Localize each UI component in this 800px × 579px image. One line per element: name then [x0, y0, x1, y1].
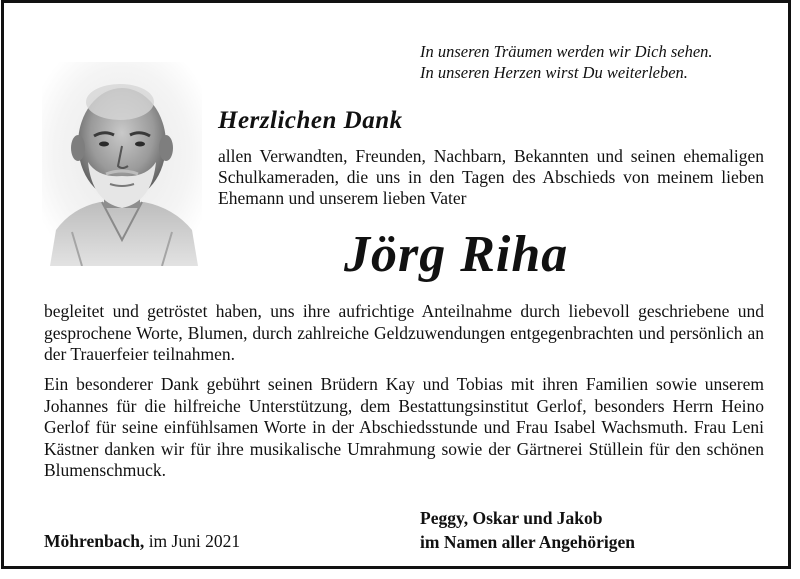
paragraph-1: begleitet und getröstet haben, uns ihre aufrichtige Anteilnahme durch liebevoll geschriebene und gesprochene Worte, Blumen, durch zahlreiche Geldzuwendungen entgegenbrachten und persönlich an der Trauerfeier teilnahmen.: [44, 301, 764, 365]
place: Möhrenbach,: [44, 531, 145, 551]
paragraph-2: Ein besonderer Dank gebührt seinen Brüdern Kay und Tobias mit ihren Familien sowie unserem Johannes für die hilfreiche Unterstützung, dem Bestattungsinstitut Gerlof, besonders Herrn Heino Gerlof für seine einfühlsamen Worte in der Abschiedsstunde und Frau Isabel Wachsmuth. Frau Leni Kästner danken wir für ihre musikalische Umrahmung sowie der Gärtnerei Stüllein für den schönen Blumenschmuck.: [44, 374, 764, 481]
notice-frame: [1, 0, 791, 569]
place-date: [44, 530, 240, 552]
signature-line-1: Peggy, Oskar und Jakob: [420, 508, 603, 528]
motto-line-1: In unseren Träumen werden wir Dich sehen.: [420, 42, 713, 61]
heading-thanks: Herzlichen Dank: [218, 107, 403, 134]
signature-line-2: im Namen aller Angehörigen: [420, 532, 636, 552]
signature: [420, 506, 635, 554]
motto: [420, 41, 780, 83]
motto-line-2: In unseren Herzen wirst Du weiterleben.: [420, 63, 688, 82]
portrait-photo: [42, 62, 202, 266]
intro-text: allen Verwandten, Freunden, Nachbarn, Bekannten und seinen ehemaligen Schulkameraden, die uns in den Tagen des Abschieds von meinem lieben Ehemann und unserem lieben Vater: [218, 146, 764, 208]
deceased-name: Jörg Riha: [344, 226, 569, 283]
date: im Juni 2021: [148, 531, 241, 551]
